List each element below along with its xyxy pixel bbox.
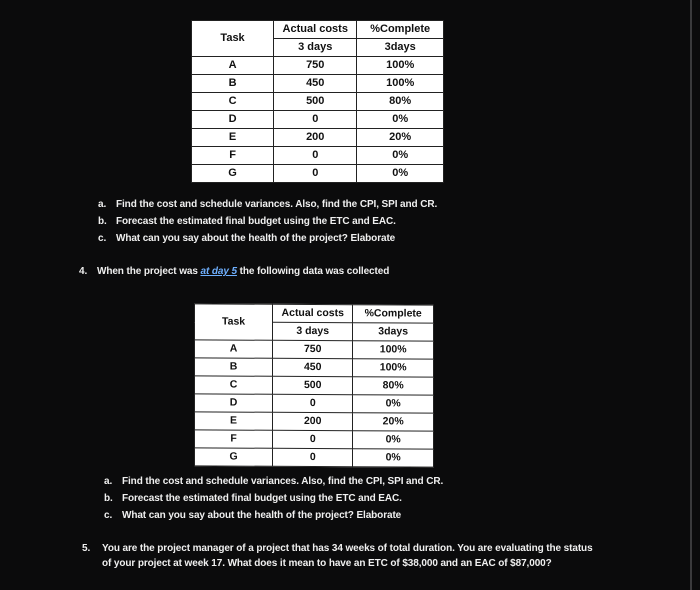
task-cell: C — [192, 93, 274, 111]
question-1a — [98, 199, 437, 210]
actual-costs-subheader: 3 days — [273, 322, 353, 340]
cost-cell: 200 — [274, 129, 357, 147]
complete-subheader: 3days — [357, 39, 444, 57]
pct-cell: 0% — [357, 147, 444, 165]
question-number: 4. — [79, 266, 88, 277]
task-cell: D — [195, 394, 273, 412]
cost-cell: 0 — [273, 430, 353, 448]
table-row — [195, 412, 434, 431]
question-text-pre: When the project was — [97, 266, 201, 277]
table-row — [195, 340, 434, 359]
question-text: What can you say about the health of the project? Elaborate — [122, 510, 402, 521]
question-text: Forecast the estimated final budget using the ETC and EAC. — [116, 216, 396, 227]
question-text: What can you say about the health of the project? Elaborate — [116, 233, 396, 244]
question-number: 5. — [82, 543, 91, 554]
pct-cell: 20% — [357, 129, 444, 147]
screen-edge — [690, 0, 692, 590]
question-text-post: the following data was collected — [236, 266, 390, 277]
pct-cell: 0% — [357, 165, 444, 183]
table-row — [195, 358, 434, 377]
cost-table-1 — [191, 20, 444, 183]
question-5 — [82, 541, 602, 571]
question-label: b. — [98, 216, 107, 227]
question-text: Forecast the estimated final budget using the ETC and EAC. — [122, 493, 402, 504]
question-1c — [98, 233, 395, 244]
table-row — [192, 57, 444, 75]
cost-cell: 750 — [274, 57, 357, 75]
actual-costs-header: Actual costs — [274, 21, 357, 39]
question-label: c. — [98, 233, 107, 244]
task-cell: A — [192, 57, 274, 75]
pct-cell: 0% — [353, 431, 434, 449]
cost-cell: 750 — [273, 340, 353, 358]
table-row — [195, 394, 434, 413]
complete-header: %Complete — [353, 305, 434, 323]
cost-cell: 0 — [274, 111, 357, 129]
question-label: b. — [104, 493, 113, 504]
table-row — [195, 376, 434, 395]
task-cell: F — [192, 147, 274, 165]
pct-cell: 0% — [353, 395, 434, 413]
question-label: c. — [104, 510, 113, 521]
actual-costs-header: Actual costs — [273, 304, 353, 322]
actual-costs-subheader: 3 days — [274, 39, 357, 57]
table-row — [192, 93, 444, 111]
pct-cell: 0% — [353, 449, 434, 467]
cost-cell: 450 — [273, 358, 353, 376]
table-row — [192, 75, 444, 93]
cost-cell: 200 — [273, 412, 353, 430]
task-header: Task — [195, 304, 273, 340]
question-4a — [104, 476, 443, 487]
task-cell: A — [195, 340, 273, 358]
pct-cell: 100% — [357, 57, 444, 75]
question-label: a. — [98, 199, 107, 210]
table-row — [192, 147, 444, 165]
cost-cell: 0 — [274, 165, 357, 183]
table-row — [195, 430, 434, 449]
complete-subheader: 3days — [353, 323, 434, 341]
complete-header: %Complete — [357, 21, 444, 39]
question-4b — [104, 493, 402, 504]
table-row — [192, 165, 444, 183]
question-4c — [104, 510, 401, 521]
pct-cell: 80% — [353, 377, 434, 395]
highlight-link[interactable]: at day 5 — [200, 266, 237, 277]
task-cell: C — [195, 376, 273, 394]
task-cell: D — [192, 111, 274, 129]
cost-cell: 450 — [274, 75, 357, 93]
pct-cell: 80% — [357, 93, 444, 111]
cost-cell: 0 — [274, 147, 357, 165]
question-label: a. — [104, 476, 113, 487]
cost-cell: 500 — [274, 93, 357, 111]
task-cell: G — [195, 448, 273, 466]
task-cell: E — [192, 129, 274, 147]
cost-cell: 500 — [273, 376, 353, 394]
task-header: Task — [192, 21, 274, 57]
cost-cell: 0 — [273, 394, 353, 412]
task-cell: B — [195, 358, 273, 376]
question-1b — [98, 216, 396, 227]
pct-cell: 20% — [353, 413, 434, 431]
pct-cell: 100% — [353, 359, 434, 377]
table-row — [192, 129, 444, 147]
cost-cell: 0 — [273, 448, 353, 466]
question-text: Find the cost and schedule variances. Also, find the CPI, SPI and CR. — [116, 199, 438, 210]
task-cell: E — [195, 412, 273, 430]
task-cell: G — [192, 165, 274, 183]
question-4 — [79, 266, 389, 277]
question-text: You are the project manager of a project that has 34 weeks of total duration. You are evaluating the status of your project at week 17. What does it mean to have an ETC of $38,000 and an EAC of $87,000? — [102, 543, 593, 569]
cost-table-2 — [194, 303, 434, 467]
pct-cell: 0% — [357, 111, 444, 129]
pct-cell: 100% — [353, 341, 434, 359]
table-row — [195, 448, 434, 467]
table-row — [192, 111, 444, 129]
task-cell: F — [195, 430, 273, 448]
task-cell: B — [192, 75, 274, 93]
question-text: Find the cost and schedule variances. Also, find the CPI, SPI and CR. — [122, 476, 444, 487]
pct-cell: 100% — [357, 75, 444, 93]
